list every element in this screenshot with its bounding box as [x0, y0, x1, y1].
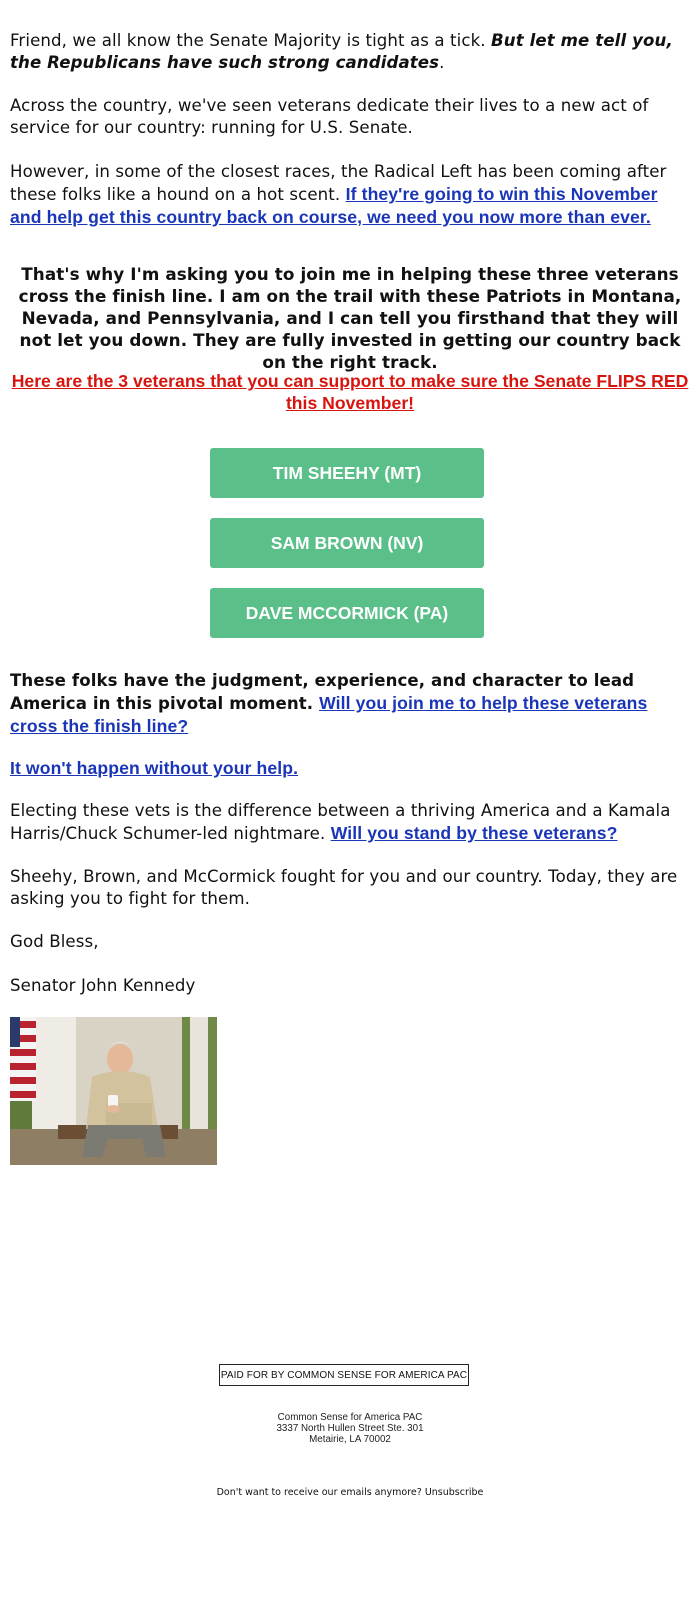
fought-paragraph: Sheehy, Brown, and McCormick fought for you and our country. Today, they are asking you to fight for them. — [10, 867, 678, 908]
flip-red-link[interactable]: Here are the 3 veterans that you can support to make sure the Senate FLIPS RED this November! — [11, 371, 689, 413]
paid-for-disclaimer: PAID FOR BY COMMON SENSE FOR AMERICA PAC — [219, 1364, 469, 1386]
tim-sheehy-button[interactable]: TIM SHEEHY (MT) — [210, 448, 484, 498]
radical-left-paragraph — [10, 161, 690, 229]
electing-paragraph — [10, 800, 690, 845]
intro-emphasis: But let me tell you, the Republicans have such strong candidates — [10, 31, 673, 72]
electing-text: Electing these vets is the difference between a thriving America and a Kamala Harris/Chuck Schumer-led nightmare. — [10, 801, 671, 843]
finish-line-link[interactable]: Will you join me to help these veterans cross the finish line? — [10, 693, 648, 736]
dave-mccormick-button[interactable]: DAVE MCCORMICK (PA) — [210, 588, 484, 638]
unsubscribe-prompt: Don't want to receive our emails anymore? — [216, 1487, 425, 1498]
intro-text: Friend, we all know the Senate Majority is tight as a tick. — [10, 31, 492, 50]
unsubscribe-line — [0, 1487, 700, 1498]
radical-left-text: However, in some of the closest races, the Radical Left has been coming after these folks like a hound on a hot scent. — [10, 162, 667, 204]
intro-end: . — [439, 53, 445, 72]
veterans-paragraph: Across the country, we've seen veterans dedicate their lives to a new act of service for our country: running for U.S. Senate. — [10, 96, 649, 137]
senator-photo — [10, 1017, 217, 1165]
signature: Senator John Kennedy — [10, 976, 196, 995]
help-paragraph — [10, 757, 298, 780]
address-line-city: Metairie, LA 70002 — [309, 1434, 391, 1445]
address-line-street: 3337 North Hullen Street Ste. 301 — [276, 1423, 424, 1434]
judgment-text: These folks have the judgment, experience, and character to lead America in this pivotal moment. — [10, 671, 635, 713]
intro-paragraph — [10, 30, 690, 74]
pac-address — [0, 1412, 700, 1445]
address-line-name: Common Sense for America PAC — [277, 1412, 423, 1423]
closing-line: God Bless, — [10, 932, 99, 951]
judgment-paragraph — [10, 670, 690, 738]
flip-red-cta — [10, 370, 690, 414]
unsubscribe-link[interactable]: Unsubscribe — [424, 1487, 484, 1498]
stand-by-link[interactable]: Will you stand by these veterans? — [330, 823, 618, 843]
your-help-link[interactable]: It won't happen without your help. — [10, 758, 299, 778]
win-november-link[interactable]: If they're going to win this November and help get this country back on course, we need you now more than ever. — [10, 184, 658, 227]
join-me-paragraph: That's why I'm asking you to join me in helping these three veterans cross the finish line. I am on the trail with these Patriots in Montana, Nevada, and Pennsylvania, and I can tell you firsthand that they will not let you down. They are fully invested in getting our country back on the right track. — [18, 264, 682, 372]
sam-brown-button[interactable]: SAM BROWN (NV) — [210, 518, 484, 568]
